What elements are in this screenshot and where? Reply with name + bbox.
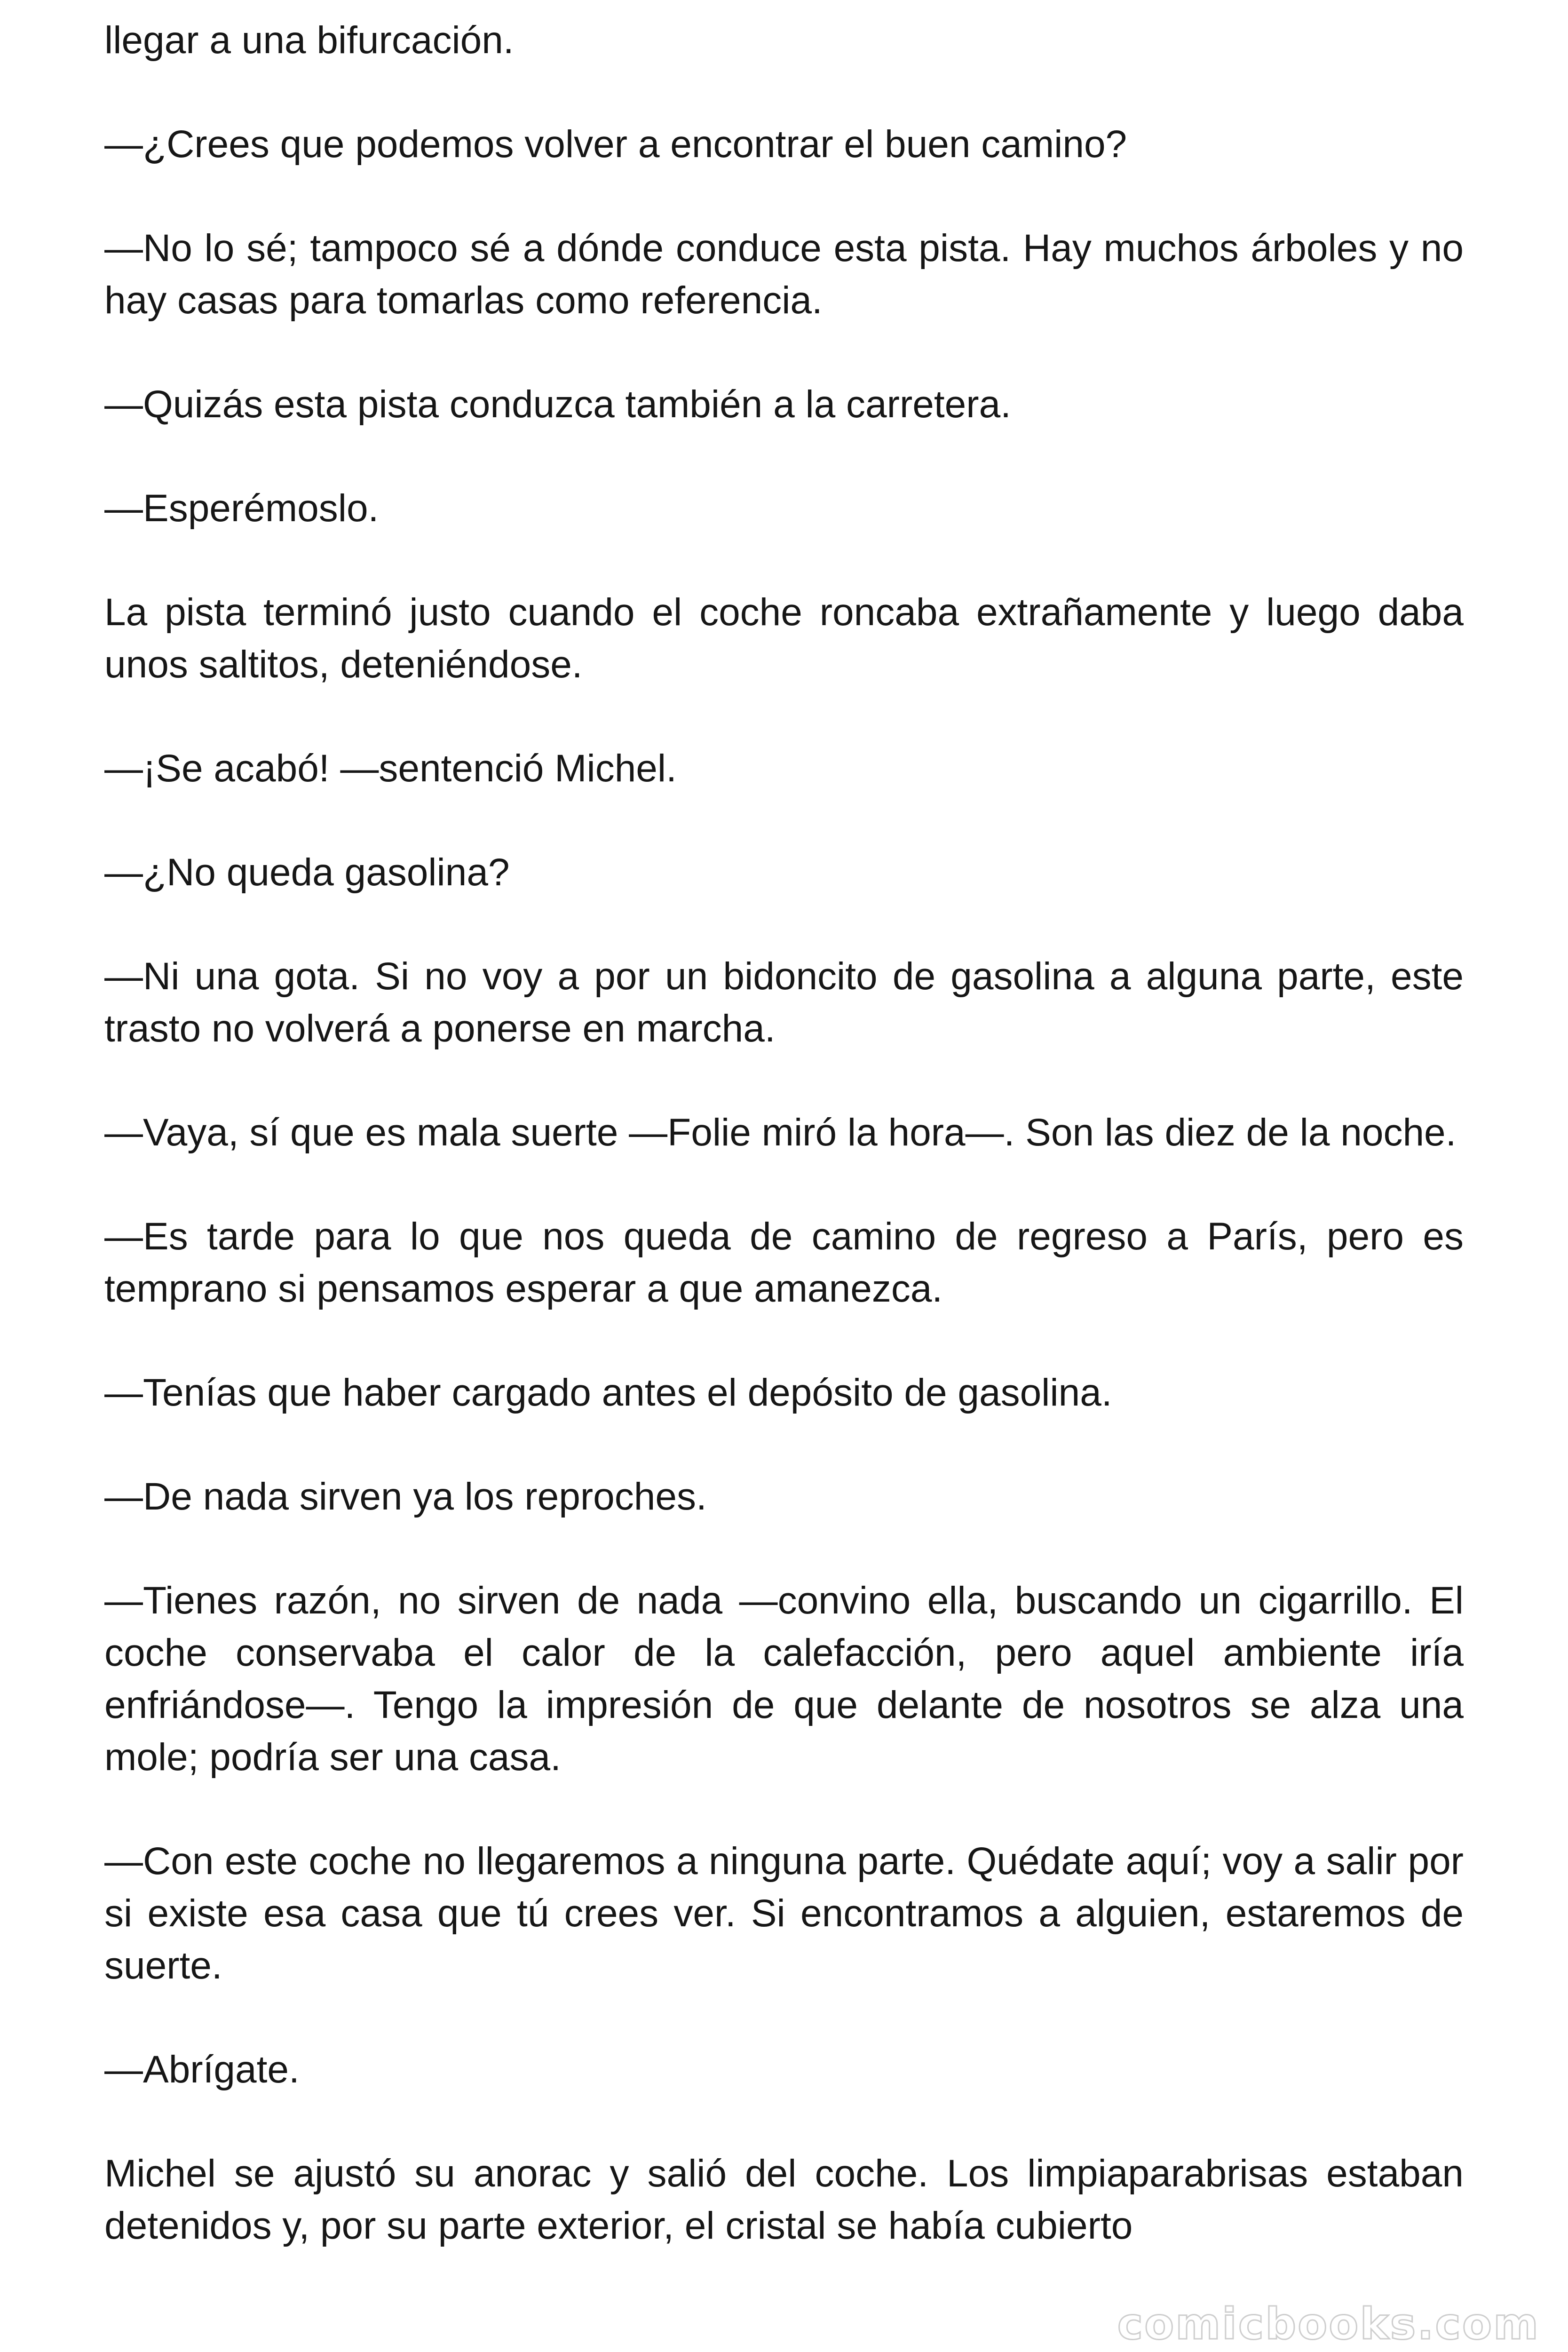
paragraph: —Esperémoslo.	[104, 487, 379, 530]
paragraph: —De nada sirven ya los reproches.	[104, 1475, 707, 1518]
page-text	[104, 14, 1464, 2304]
paragraph: —¡Se acabó! —sentenció Michel.	[104, 747, 677, 790]
paragraph: —Vaya, sí que es mala suerte —Folie miró la hora—. Son las diez de la noche.	[104, 1111, 1457, 1154]
paragraph: —Abrígate.	[104, 2048, 300, 2091]
paragraph: —Tienes razón, no sirven de nada —convino ella, buscando un cigarrillo. El coche conservaba el calor de la calefacción, pero aquel ambiente iría enfriándose—. Tengo la impresión de que delante de nosotros se alza una mole; podría ser una casa.	[104, 1579, 1464, 1779]
paragraph: —Quizás esta pista conduzca también a la carretera.	[104, 383, 1011, 426]
paragraph: Michel se ajustó su anorac y salió del coche. Los limpiaparabrisas estaban detenidos y, por su parte exterior, el cristal se había cubierto	[104, 2152, 1464, 2247]
paragraph: —¿Crees que podemos volver a encontrar el buen camino?	[104, 123, 1127, 166]
paragraph: llegar a una bifurcación.	[104, 19, 514, 62]
watermark: comicbooks.com	[1117, 2299, 1540, 2349]
paragraph: —Con este coche no llegaremos a ninguna parte. Quédate aquí; voy a salir por si existe esa casa que tú crees ver. Si encontramos a alguien, estaremos de suerte.	[104, 1840, 1464, 1987]
paragraph: —Tenías que haber cargado antes el depósito de gasolina.	[104, 1371, 1112, 1414]
paragraph: —Es tarde para lo que nos queda de camino de regreso a París, pero es temprano si pensamos esperar a que amanezca.	[104, 1215, 1464, 1310]
paragraph: La pista terminó justo cuando el coche roncaba extrañamente y luego daba unos saltitos, deteniéndose.	[104, 591, 1464, 686]
paragraph: —No lo sé; tampoco sé a dónde conduce esta pista. Hay muchos árboles y no hay casas para tomarlas como referencia.	[104, 227, 1464, 322]
paragraph: —Ni una gota. Si no voy a por un bidoncito de gasolina a alguna parte, este trasto no volverá a ponerse en marcha.	[104, 955, 1464, 1050]
paragraph: —¿No queda gasolina?	[104, 851, 510, 894]
